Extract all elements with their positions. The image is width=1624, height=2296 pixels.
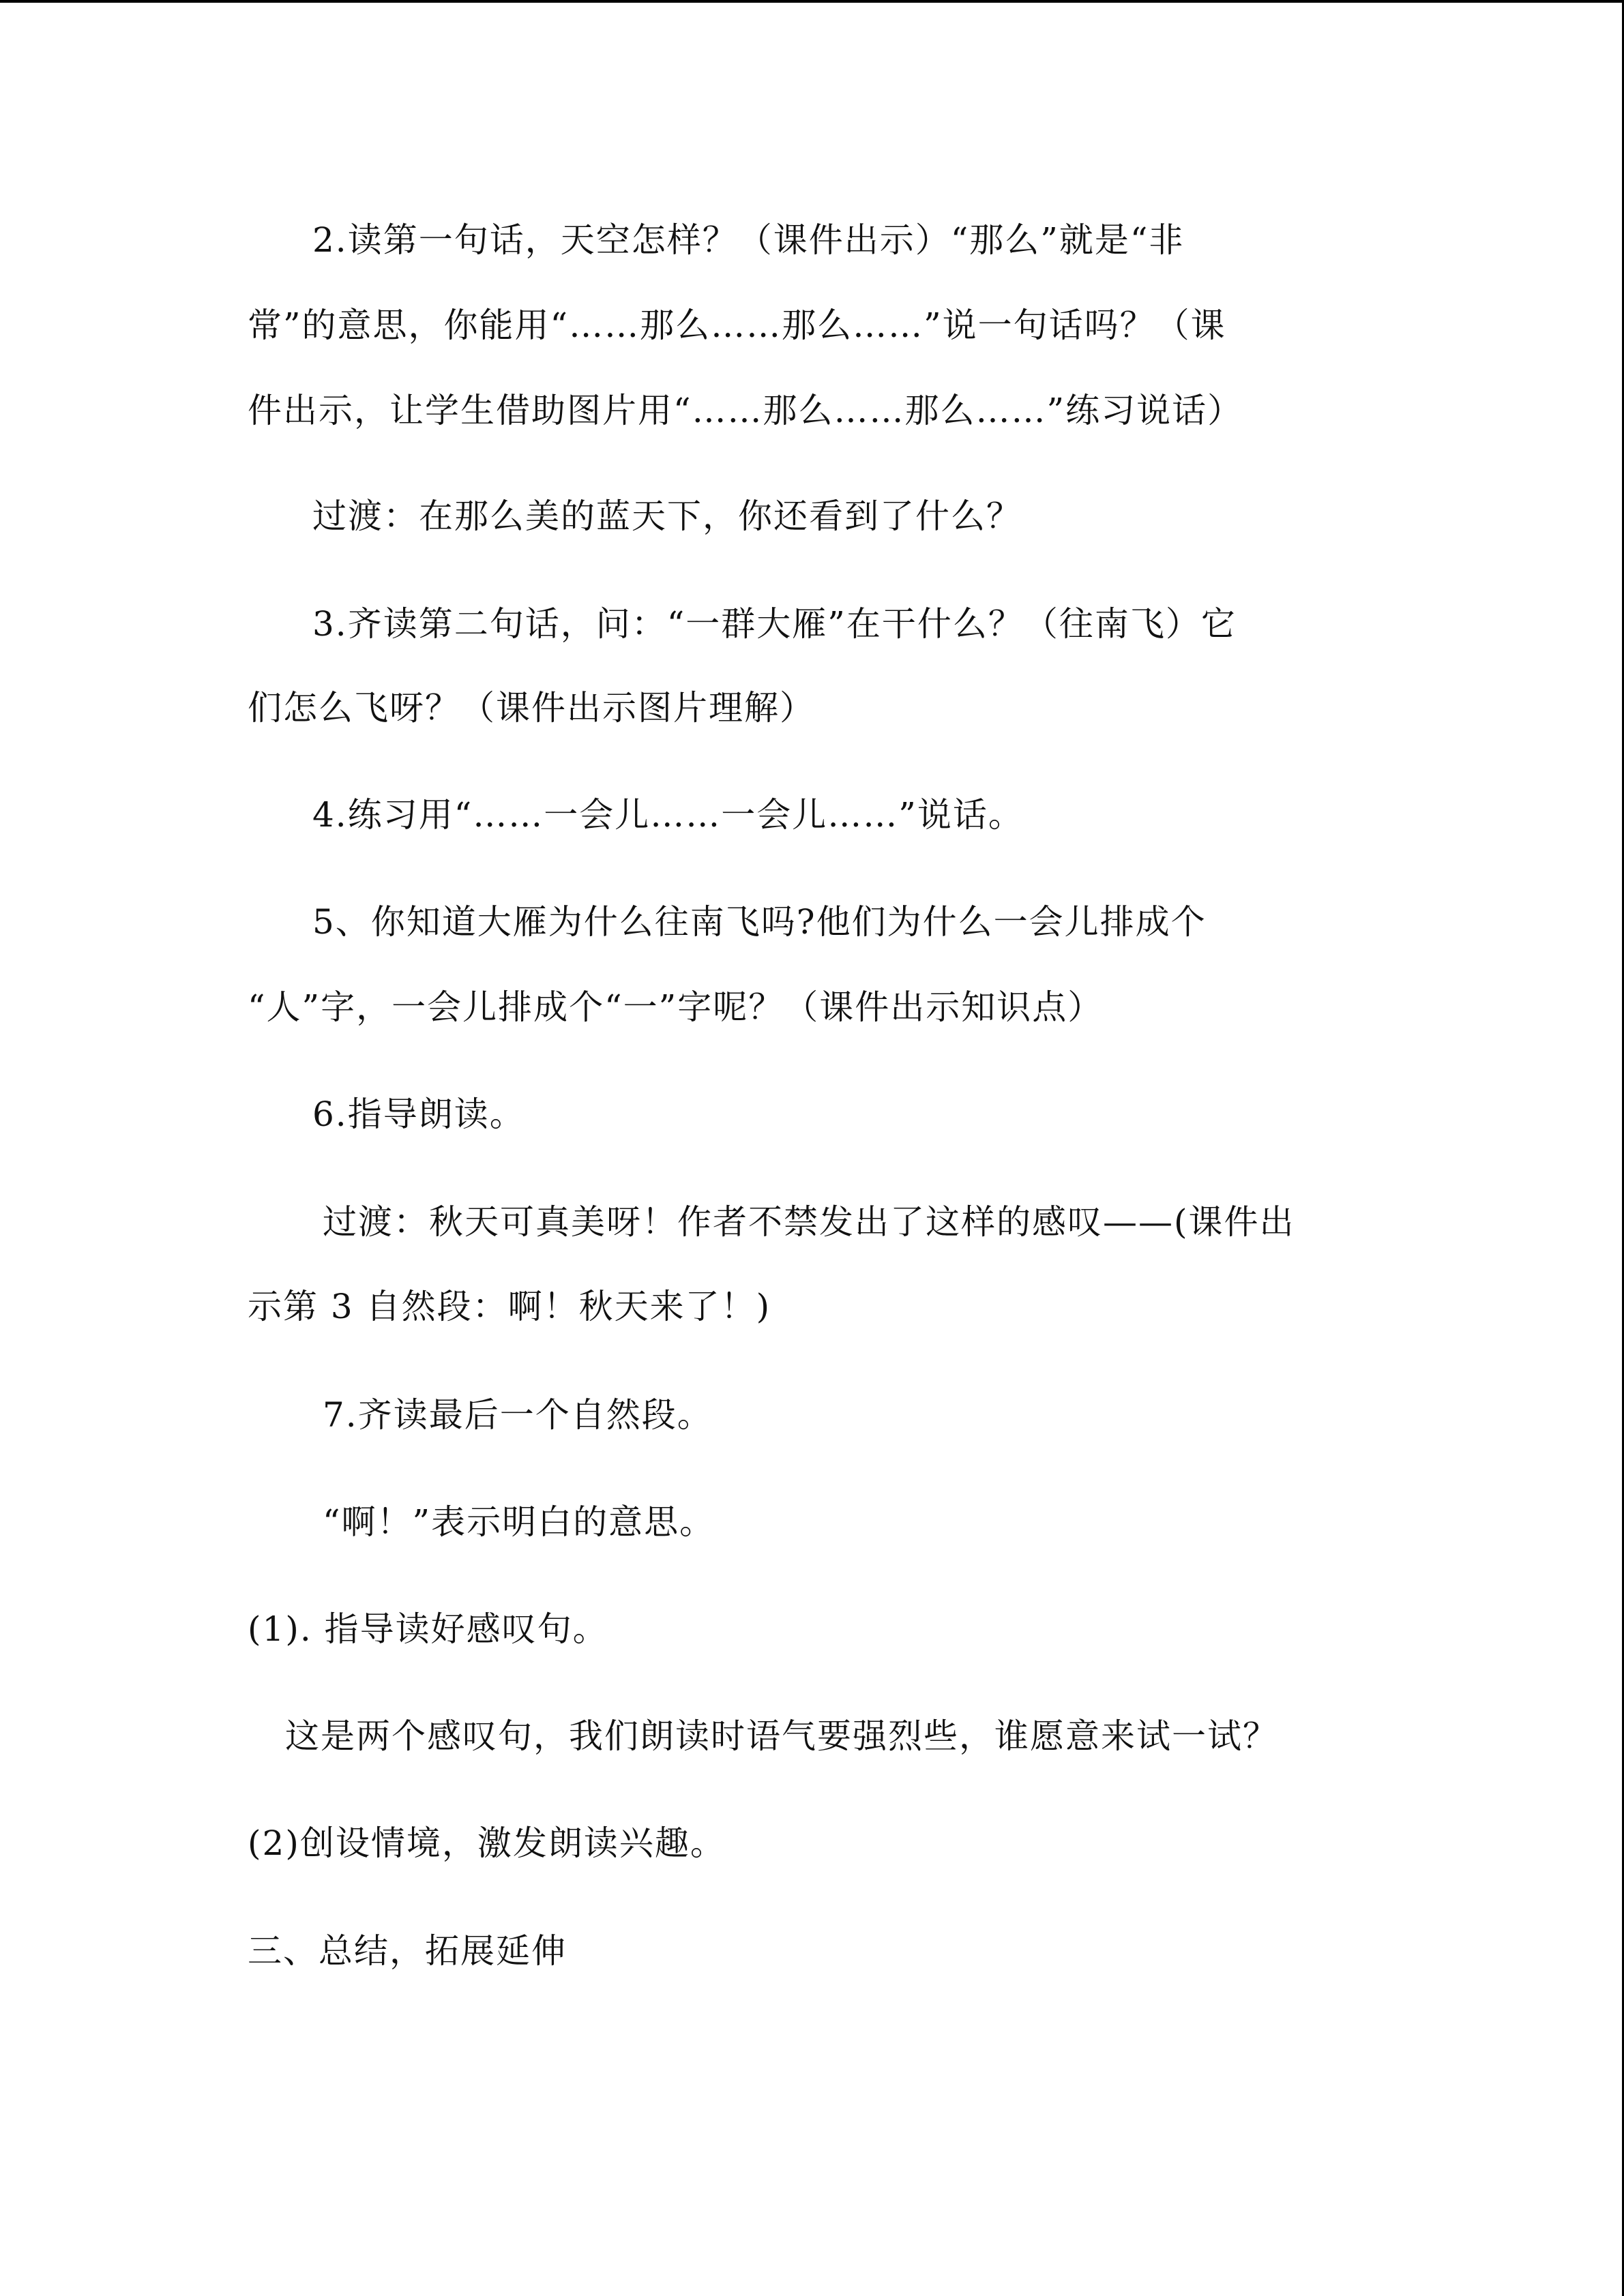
paragraph-line-1: 2.读第一句话，天空怎样？（课件出示）“那么”就是“非 bbox=[312, 220, 1185, 260]
paragraph-line-12: 示第 3 自然段：啊！秋天来了！) bbox=[248, 1287, 771, 1326]
page-top-border bbox=[0, 0, 1624, 3]
section-heading: 三、总结，拓展延伸 bbox=[248, 1931, 567, 1971]
paragraph-line-13: 7.齐读最后一个自然段。 bbox=[323, 1395, 713, 1435]
paragraph-line-6: 们怎么飞呀？（课件出示图片理解） bbox=[248, 688, 815, 728]
paragraph-line-5: 3.齐读第二句话，问：“一群大雁”在干什么？（往南飞）它 bbox=[312, 604, 1237, 644]
paragraph-line-4: 过渡：在那么美的蓝天下，你还看到了什么？ bbox=[312, 496, 1022, 536]
paragraph-line-2: 常”的意思，你能用“……那么……那么……”说一句话吗？（课 bbox=[248, 305, 1226, 345]
paragraph-line-14: “啊！”表示明白的意思。 bbox=[323, 1502, 715, 1542]
paragraph-line-16: 这是两个感叹句，我们朗读时语气要强烈些，谁愿意来试一试？ bbox=[285, 1716, 1278, 1756]
paragraph-line-11: 过渡：秋天可真美呀！作者不禁发出了这样的感叹——(课件出 bbox=[323, 1202, 1295, 1242]
paragraph-line-15: (1). 指导读好感叹句。 bbox=[248, 1609, 608, 1649]
paragraph-line-3: 件出示，让学生借助图片用“……那么……那么……”练习说话） bbox=[248, 391, 1243, 430]
paragraph-line-7: 4.练习用“……一会儿……一会儿……”说话。 bbox=[312, 795, 1024, 835]
paragraph-line-9: “人”字，一会儿排成个“一”字呢？（课件出示知识点） bbox=[248, 987, 1104, 1027]
paragraph-line-17: (2)创设情境，激发朗读兴趣。 bbox=[248, 1823, 726, 1863]
paragraph-line-8: 5、你知道大雁为什么往南飞吗?他们为什么一会儿排成个 bbox=[312, 902, 1207, 942]
paragraph-line-10: 6.指导朗读。 bbox=[312, 1094, 525, 1134]
